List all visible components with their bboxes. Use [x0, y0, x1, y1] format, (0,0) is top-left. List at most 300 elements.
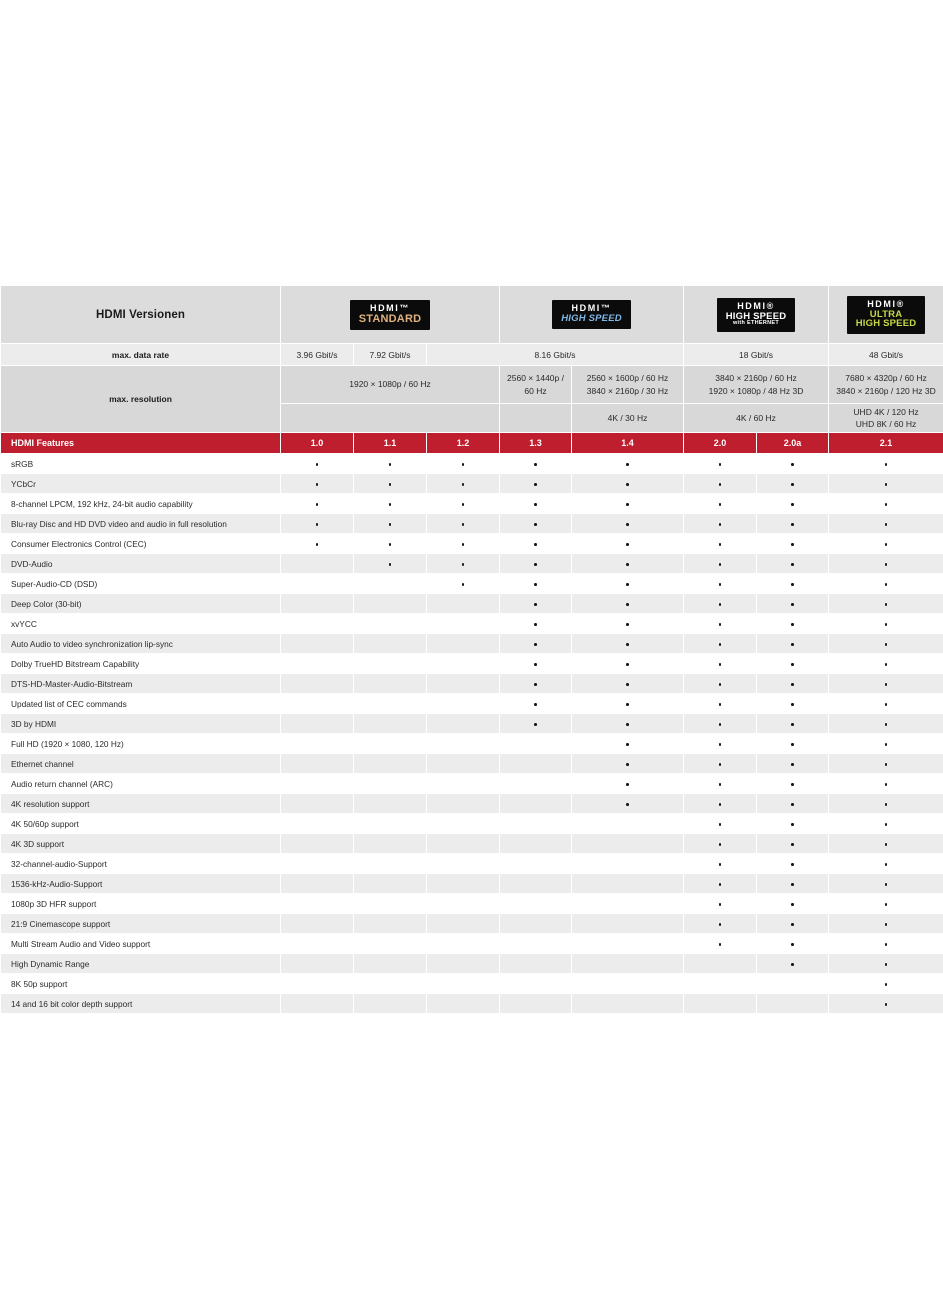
- support-dot-icon: [885, 763, 888, 766]
- support-empty-cell: [354, 674, 427, 694]
- support-dot-cell: [354, 534, 427, 554]
- resolution-line: 1920 × 1080p / 60 Hz: [349, 379, 431, 390]
- support-dot-cell: [757, 514, 829, 534]
- support-dot-icon: [885, 603, 888, 606]
- support-dot-icon: [885, 623, 888, 626]
- feature-name: 14 and 16 bit color depth support: [1, 994, 281, 1014]
- support-dot-cell: [572, 674, 684, 694]
- support-dot-cell: [829, 694, 943, 714]
- support-dot-cell: [500, 594, 572, 614]
- support-dot-icon: [534, 503, 537, 506]
- table-row: [1, 874, 943, 894]
- support-dot-icon: [534, 463, 537, 466]
- support-dot-cell: [572, 694, 684, 714]
- support-dot-cell: [829, 934, 943, 954]
- resolution-line: 2560 × 1600p / 60 Hz: [586, 373, 669, 384]
- support-dot-cell: [427, 554, 500, 574]
- support-empty-cell: [427, 634, 500, 654]
- support-dot-icon: [719, 923, 722, 926]
- support-dot-icon: [885, 883, 888, 886]
- support-empty-cell: [427, 754, 500, 774]
- table-row: [1, 654, 943, 674]
- support-empty-cell: [427, 934, 500, 954]
- support-dot-cell: [572, 454, 684, 474]
- support-dot-icon: [791, 523, 794, 526]
- support-dot-icon: [791, 483, 794, 486]
- support-dot-icon: [534, 483, 537, 486]
- support-dot-cell: [829, 954, 943, 974]
- feature-name: High Dynamic Range: [1, 954, 281, 974]
- support-dot-cell: [684, 754, 757, 774]
- support-empty-cell: [354, 814, 427, 834]
- support-empty-cell: [281, 834, 354, 854]
- support-empty-cell: [427, 594, 500, 614]
- resolution-line: UHD 4K / 120 Hz: [853, 406, 919, 417]
- support-dot-icon: [885, 803, 888, 806]
- resolution-line: 60 Hz: [524, 385, 547, 396]
- support-empty-cell: [281, 634, 354, 654]
- feature-name: Dolby TrueHD Bitstream Capability: [1, 654, 281, 674]
- support-dot-icon: [719, 683, 722, 686]
- support-dot-cell: [281, 454, 354, 474]
- feature-name: Deep Color (30-bit): [1, 594, 281, 614]
- support-dot-cell: [684, 874, 757, 894]
- feature-name: YCbCr: [1, 474, 281, 494]
- support-empty-cell: [354, 994, 427, 1014]
- support-dot-icon: [719, 663, 722, 666]
- table-row: [1, 834, 943, 854]
- support-dot-cell: [829, 854, 943, 874]
- support-dot-cell: [829, 454, 943, 474]
- support-empty-cell: [354, 934, 427, 954]
- support-dot-cell: [684, 514, 757, 534]
- feature-name: sRGB: [1, 454, 281, 474]
- support-dot-icon: [791, 803, 794, 806]
- support-dot-icon: [462, 583, 465, 586]
- support-dot-cell: [684, 834, 757, 854]
- support-dot-icon: [791, 963, 794, 966]
- support-dot-icon: [719, 943, 722, 946]
- version-column-header[interactable]: 1.4: [572, 433, 684, 454]
- support-dot-icon: [791, 943, 794, 946]
- support-dot-icon: [719, 783, 722, 786]
- resolution-line: 2560 × 1440p /: [507, 373, 564, 384]
- support-dot-cell: [684, 534, 757, 554]
- version-column-header[interactable]: 1.0: [281, 433, 354, 454]
- table-row: [1, 454, 943, 474]
- support-empty-cell: [354, 954, 427, 974]
- support-dot-cell: [684, 734, 757, 754]
- support-dot-icon: [626, 643, 629, 646]
- support-dot-icon: [791, 823, 794, 826]
- support-empty-cell: [427, 674, 500, 694]
- support-empty-cell: [281, 734, 354, 754]
- support-empty-cell: [572, 994, 684, 1014]
- support-dot-cell: [500, 714, 572, 734]
- support-dot-icon: [719, 543, 722, 546]
- support-dot-icon: [534, 563, 537, 566]
- support-dot-cell: [572, 514, 684, 534]
- resolution-line: 3840 × 2160p / 120 Hz 3D: [836, 385, 936, 396]
- support-dot-icon: [791, 623, 794, 626]
- support-dot-cell: [757, 734, 829, 754]
- support-dot-icon: [316, 523, 319, 526]
- support-dot-icon: [626, 803, 629, 806]
- support-empty-cell: [354, 734, 427, 754]
- support-dot-icon: [719, 563, 722, 566]
- support-dot-cell: [757, 954, 829, 974]
- feature-name: Consumer Electronics Control (CEC): [1, 534, 281, 554]
- table-row: [1, 514, 943, 534]
- support-dot-cell: [757, 554, 829, 574]
- support-dot-cell: [684, 454, 757, 474]
- support-dot-cell: [829, 654, 943, 674]
- features-header-label: HDMI Features: [1, 433, 281, 454]
- support-dot-cell: [829, 914, 943, 934]
- support-dot-cell: [500, 654, 572, 674]
- support-dot-icon: [462, 503, 465, 506]
- support-empty-cell: [427, 974, 500, 994]
- support-dot-icon: [885, 463, 888, 466]
- support-dot-icon: [534, 683, 537, 686]
- support-dot-icon: [719, 723, 722, 726]
- support-dot-cell: [829, 514, 943, 534]
- support-empty-cell: [281, 814, 354, 834]
- features-header-row: [1, 433, 943, 454]
- support-empty-cell: [281, 694, 354, 714]
- support-dot-icon: [389, 523, 392, 526]
- support-dot-icon: [534, 603, 537, 606]
- support-empty-cell: [281, 994, 354, 1014]
- support-dot-cell: [500, 674, 572, 694]
- resolution-value: [500, 366, 572, 404]
- table-row: [1, 474, 943, 494]
- support-dot-cell: [829, 474, 943, 494]
- table-row: [1, 614, 943, 634]
- support-dot-icon: [885, 703, 888, 706]
- support-dot-cell: [829, 534, 943, 554]
- support-dot-icon: [389, 463, 392, 466]
- support-dot-cell: [572, 614, 684, 634]
- support-empty-cell: [572, 874, 684, 894]
- support-empty-cell: [354, 834, 427, 854]
- support-empty-cell: [281, 854, 354, 874]
- support-dot-cell: [684, 894, 757, 914]
- version-column-header[interactable]: 1.2: [427, 433, 500, 454]
- hdmi-high-speed-ethernet-logo: [717, 298, 796, 332]
- support-dot-icon: [462, 483, 465, 486]
- feature-name: 1080p 3D HFR support: [1, 894, 281, 914]
- support-dot-icon: [626, 663, 629, 666]
- support-dot-icon: [719, 863, 722, 866]
- version-column-header[interactable]: 2.1: [829, 433, 943, 454]
- support-dot-icon: [719, 703, 722, 706]
- support-dot-cell: [829, 674, 943, 694]
- support-empty-cell: [427, 654, 500, 674]
- support-dot-cell: [572, 534, 684, 554]
- support-dot-icon: [316, 503, 319, 506]
- support-dot-icon: [316, 543, 319, 546]
- support-dot-icon: [626, 583, 629, 586]
- support-dot-icon: [719, 523, 722, 526]
- support-dot-cell: [281, 494, 354, 514]
- support-empty-cell: [281, 554, 354, 574]
- support-empty-cell: [354, 634, 427, 654]
- support-dot-cell: [684, 774, 757, 794]
- support-dot-cell: [757, 594, 829, 614]
- support-empty-cell: [500, 874, 572, 894]
- support-dot-icon: [316, 463, 319, 466]
- support-dot-icon: [791, 583, 794, 586]
- table-row: [1, 794, 943, 814]
- resolution-line: UHD 8K / 60 Hz: [855, 419, 917, 429]
- support-dot-icon: [534, 583, 537, 586]
- support-dot-cell: [500, 554, 572, 574]
- version-column-header[interactable]: 1.1: [354, 433, 427, 454]
- table-row: [1, 814, 943, 834]
- support-empty-cell: [354, 774, 427, 794]
- support-dot-cell: [757, 634, 829, 654]
- version-column-header[interactable]: 1.3: [500, 433, 572, 454]
- support-empty-cell: [500, 834, 572, 854]
- support-empty-cell: [500, 794, 572, 814]
- support-empty-cell: [427, 874, 500, 894]
- version-column-header[interactable]: 2.0: [684, 433, 757, 454]
- logo-cell-ultra-high-speed: [829, 286, 943, 344]
- support-dot-cell: [572, 714, 684, 734]
- support-empty-cell: [281, 894, 354, 914]
- resolution-line: 3840 × 2160p / 60 Hz: [715, 373, 797, 384]
- support-dot-cell: [757, 794, 829, 814]
- support-dot-icon: [885, 823, 888, 826]
- support-dot-cell: [281, 534, 354, 554]
- support-dot-cell: [572, 774, 684, 794]
- resolution-line: 7680 × 4320p / 60 Hz: [845, 373, 927, 384]
- support-dot-icon: [626, 683, 629, 686]
- support-dot-icon: [885, 683, 888, 686]
- support-empty-cell: [427, 734, 500, 754]
- support-dot-cell: [684, 494, 757, 514]
- support-dot-cell: [829, 834, 943, 854]
- support-dot-cell: [757, 674, 829, 694]
- feature-name: Audio return channel (ARC): [1, 774, 281, 794]
- support-dot-cell: [684, 614, 757, 634]
- support-dot-icon: [389, 483, 392, 486]
- data-rate-value: 18 Gbit/s: [684, 344, 829, 366]
- support-empty-cell: [281, 674, 354, 694]
- support-empty-cell: [427, 694, 500, 714]
- support-dot-cell: [684, 794, 757, 814]
- support-dot-cell: [684, 574, 757, 594]
- support-dot-icon: [791, 883, 794, 886]
- resolution-line: 1920 × 1080p / 48 Hz 3D: [708, 385, 804, 396]
- support-dot-icon: [462, 563, 465, 566]
- support-dot-icon: [719, 603, 722, 606]
- logo-cell-high-speed: [500, 286, 684, 344]
- support-dot-icon: [462, 523, 465, 526]
- support-dot-cell: [354, 514, 427, 534]
- support-empty-cell: [281, 934, 354, 954]
- hdmi-standard-logo-sub: STANDARD: [358, 312, 422, 325]
- support-empty-cell: [427, 774, 500, 794]
- support-empty-cell: [572, 834, 684, 854]
- support-empty-cell: [572, 934, 684, 954]
- support-empty-cell: [281, 654, 354, 674]
- data-rate-value: 8.16 Gbit/s: [427, 344, 684, 366]
- support-empty-cell: [500, 754, 572, 774]
- support-dot-icon: [534, 643, 537, 646]
- logo-cell-standard: [281, 286, 500, 344]
- support-dot-icon: [389, 543, 392, 546]
- support-dot-cell: [572, 634, 684, 654]
- support-empty-cell: [500, 854, 572, 874]
- support-dot-cell: [757, 914, 829, 934]
- table-row: [1, 634, 943, 654]
- hdmi-versions-table: [0, 285, 943, 1014]
- support-dot-cell: [757, 854, 829, 874]
- feature-name: Auto Audio to video synchronization lip-sync: [1, 634, 281, 654]
- support-empty-cell: [500, 894, 572, 914]
- support-dot-icon: [791, 863, 794, 866]
- support-dot-cell: [281, 514, 354, 534]
- support-dot-icon: [885, 523, 888, 526]
- table-row: [1, 854, 943, 874]
- logo-cell-high-speed-ethernet: [684, 286, 829, 344]
- support-dot-cell: [572, 474, 684, 494]
- support-dot-cell: [684, 714, 757, 734]
- support-empty-cell: [572, 974, 684, 994]
- support-empty-cell: [354, 654, 427, 674]
- support-empty-cell: [572, 894, 684, 914]
- support-dot-icon: [885, 963, 888, 966]
- support-dot-cell: [684, 694, 757, 714]
- support-dot-cell: [684, 594, 757, 614]
- support-dot-cell: [829, 574, 943, 594]
- support-dot-cell: [572, 754, 684, 774]
- support-dot-icon: [719, 623, 722, 626]
- support-empty-cell: [500, 734, 572, 754]
- support-dot-cell: [757, 614, 829, 634]
- support-dot-icon: [885, 543, 888, 546]
- support-dot-icon: [626, 783, 629, 786]
- support-empty-cell: [427, 794, 500, 814]
- support-dot-cell: [281, 474, 354, 494]
- support-dot-cell: [829, 774, 943, 794]
- support-dot-icon: [885, 1003, 888, 1006]
- support-dot-cell: [684, 634, 757, 654]
- support-dot-cell: [500, 534, 572, 554]
- support-dot-icon: [791, 763, 794, 766]
- support-dot-cell: [500, 614, 572, 634]
- support-dot-cell: [684, 854, 757, 874]
- feature-name: Multi Stream Audio and Video support: [1, 934, 281, 954]
- feature-name: DVD-Audio: [1, 554, 281, 574]
- table-row: [1, 674, 943, 694]
- support-dot-icon: [719, 823, 722, 826]
- support-dot-cell: [500, 494, 572, 514]
- table-row: [1, 934, 943, 954]
- max-data-rate-row: [1, 344, 943, 366]
- support-dot-icon: [626, 463, 629, 466]
- support-dot-icon: [719, 643, 722, 646]
- support-dot-icon: [885, 863, 888, 866]
- support-dot-cell: [757, 454, 829, 474]
- support-empty-cell: [281, 614, 354, 634]
- feature-name: Ethernet channel: [1, 754, 281, 774]
- table-row: [1, 594, 943, 614]
- hdmi-high-speed-ethernet-logo-sub: HIGH SPEED: [725, 310, 787, 322]
- support-dot-cell: [427, 514, 500, 534]
- hdmi-wordmark-icon: HDMI™: [369, 302, 410, 313]
- support-empty-cell: [281, 794, 354, 814]
- support-dot-cell: [829, 554, 943, 574]
- support-empty-cell: [281, 754, 354, 774]
- feature-name: 32-channel-audio-Support: [1, 854, 281, 874]
- support-dot-cell: [757, 574, 829, 594]
- support-dot-cell: [829, 594, 943, 614]
- support-dot-cell: [829, 714, 943, 734]
- support-empty-cell: [354, 694, 427, 714]
- support-dot-cell: [829, 874, 943, 894]
- page-title: HDMI Versionen: [96, 308, 185, 321]
- support-dot-icon: [885, 983, 888, 986]
- support-empty-cell: [427, 854, 500, 874]
- support-dot-cell: [757, 934, 829, 954]
- feature-name: 3D by HDMI: [1, 714, 281, 734]
- resolution-value: [281, 366, 500, 404]
- support-empty-cell: [281, 774, 354, 794]
- support-dot-icon: [534, 663, 537, 666]
- support-dot-cell: [829, 614, 943, 634]
- support-dot-cell: [427, 494, 500, 514]
- support-dot-cell: [500, 574, 572, 594]
- support-dot-icon: [534, 703, 537, 706]
- support-empty-cell: [281, 954, 354, 974]
- support-dot-icon: [626, 723, 629, 726]
- table-row: [1, 754, 943, 774]
- support-empty-cell: [500, 974, 572, 994]
- table-row: [1, 494, 943, 514]
- support-dot-icon: [719, 483, 722, 486]
- support-empty-cell: [427, 994, 500, 1014]
- support-dot-cell: [757, 474, 829, 494]
- table-row: [1, 994, 943, 1014]
- feature-name: 4K 3D support: [1, 834, 281, 854]
- resolution-value: [684, 366, 829, 404]
- support-dot-icon: [885, 923, 888, 926]
- feature-name: Full HD (1920 × 1080, 120 Hz): [1, 734, 281, 754]
- support-dot-cell: [757, 894, 829, 914]
- support-dot-cell: [757, 494, 829, 514]
- support-dot-cell: [684, 554, 757, 574]
- support-dot-cell: [427, 574, 500, 594]
- support-dot-cell: [500, 694, 572, 714]
- support-dot-icon: [719, 763, 722, 766]
- max-resolution-label: max. resolution: [1, 366, 281, 433]
- support-empty-cell: [354, 854, 427, 874]
- support-dot-icon: [626, 523, 629, 526]
- version-column-header[interactable]: 2.0a: [757, 433, 829, 454]
- support-dot-cell: [572, 574, 684, 594]
- support-dot-icon: [462, 543, 465, 546]
- support-dot-cell: [829, 634, 943, 654]
- resolution-value-secondary: [281, 404, 500, 433]
- table-row: [1, 954, 943, 974]
- support-dot-cell: [572, 734, 684, 754]
- hdmi-wordmark-icon: HDMI™: [571, 303, 612, 314]
- support-dot-cell: [572, 594, 684, 614]
- support-dot-icon: [791, 703, 794, 706]
